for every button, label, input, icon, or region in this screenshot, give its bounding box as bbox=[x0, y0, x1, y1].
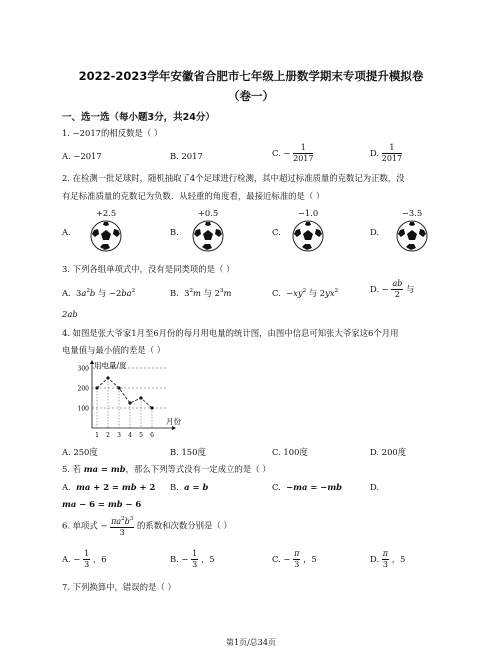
data-point bbox=[106, 376, 109, 379]
electricity-usage-chart bbox=[70, 360, 190, 442]
soccer-ball-icon bbox=[90, 220, 122, 252]
x-tick-label: 6 bbox=[150, 432, 154, 439]
data-point bbox=[117, 386, 120, 389]
document-title: 2022-2023学年安徽省合肥市七年级上册数学期末专项提升模拟卷 bbox=[78, 69, 424, 83]
q5-option-d: ma − 6 = mb − 6 bbox=[62, 499, 142, 509]
q4-option-d: D. 200度 bbox=[370, 447, 407, 457]
soccer-ball-icon bbox=[396, 220, 428, 252]
q5-option-b: B. a = b bbox=[170, 482, 209, 492]
q4-option-c: C. 100度 bbox=[272, 447, 308, 457]
y-tick-label: 300 bbox=[77, 365, 89, 373]
question-2-line-1: 2. 在检测一批足球时，随机抽取了4个足球进行检测，其中超过标准质量的克数记为正数，没 bbox=[62, 173, 405, 183]
question-4-line-1: 4. 如图是张大爷家1月至6月份的每月用电量的统计图，由图中信息可知张大爷家这6个月用 bbox=[62, 328, 399, 338]
q1-option-d: D. $\frac{1}{2017}$ bbox=[370, 143, 403, 163]
x-tick-label: 5 bbox=[139, 432, 143, 439]
q2-option-d-ball bbox=[392, 208, 436, 254]
data-point bbox=[95, 386, 98, 389]
q3-option-c: C. $-xy^2$ 与 $2yx^2$ bbox=[272, 288, 339, 298]
x-tick-label: 1 bbox=[95, 432, 99, 439]
q2-option-a-value: +2.5 bbox=[95, 208, 117, 218]
question-2-line-2: 有足标准质量的克数记为负数．从轻重的角度看，最接近标准的是（ ） bbox=[62, 191, 325, 201]
question-7-stem: 7. 下列换算中，错误的是（ ） bbox=[62, 582, 176, 592]
q1-option-c: C. − $\frac{1}{2017}$ bbox=[272, 143, 314, 163]
q5-option-a: A. ma + 2 = mb + 2 bbox=[62, 482, 156, 492]
x-tick-label: 4 bbox=[128, 432, 132, 439]
page-footer: 第1页/总34页 bbox=[226, 638, 276, 647]
q2-option-d-value: −3.5 bbox=[401, 208, 423, 218]
q2-option-c-ball bbox=[288, 208, 332, 254]
q6-option-b: B. − $\frac{1}{3}$ ，5 bbox=[170, 549, 215, 569]
data-point bbox=[128, 401, 131, 404]
q2-option-b-value: +0.5 bbox=[197, 208, 219, 218]
q1-option-a: A. −2017 bbox=[62, 151, 102, 161]
data-point bbox=[139, 396, 142, 399]
q5-option-c: C. −ma = −mb bbox=[272, 482, 343, 492]
q2-option-a-ball bbox=[86, 208, 130, 254]
q4-option-b: B. 150度 bbox=[170, 447, 206, 457]
question-4-line-2: 电量值与最小值的差是（ ） bbox=[62, 345, 166, 355]
question-6-stem: 6. 单项式 − $\frac{\pi a^2b^3}{3}$ 的系数和次数分别是（ ） bbox=[62, 516, 232, 537]
soccer-ball-icon bbox=[292, 220, 324, 252]
x-tick-label: 2 bbox=[106, 432, 110, 439]
q3-option-d-continued: 2ab bbox=[62, 309, 78, 319]
q2-option-c-label: C. bbox=[272, 227, 281, 237]
q2-option-c-value: −1.0 bbox=[297, 208, 319, 218]
y-tick-label: 200 bbox=[77, 385, 89, 393]
q2-option-b-ball bbox=[188, 208, 232, 254]
q4-option-a: A. 250度 bbox=[62, 447, 98, 457]
question-3-stem: 3. 下列各组单项式中，没有是同类项的是（ ） bbox=[62, 264, 235, 274]
document-subtitle: （卷一） bbox=[228, 89, 274, 103]
data-point bbox=[150, 406, 153, 409]
question-5-stem: 5. 若 ma = mb，那么下列等式没有一定成立的是（ ） bbox=[62, 464, 271, 474]
section-heading: 一、选一选（每小题3分，共24分） bbox=[62, 112, 215, 123]
q2-option-b-label: B. bbox=[170, 227, 179, 237]
q3-option-a: A. $3a^2b$ 与 $-2ba^2$ bbox=[62, 288, 136, 298]
q3-option-b: B. $3^2m$ 与 $2^3m$ bbox=[170, 288, 232, 298]
x-axis-arrow bbox=[172, 426, 176, 430]
q6-option-a: A. − $\frac{1}{3}$ ，6 bbox=[62, 549, 107, 569]
y-tick-label: 100 bbox=[77, 405, 89, 413]
q5-option-d-label: D. bbox=[370, 482, 380, 492]
y-axis-label: 用电量/度 bbox=[94, 361, 127, 370]
q1-option-b: B. 2017 bbox=[170, 151, 203, 161]
q6-option-c: C. − $\frac{\pi}{3}$ ，5 bbox=[272, 549, 317, 569]
q2-option-d-label: D. bbox=[370, 227, 380, 237]
soccer-ball-icon bbox=[192, 220, 224, 252]
q6-option-d: D. $\frac{\pi}{3}$ ，5 bbox=[370, 549, 406, 569]
series-line bbox=[97, 378, 152, 408]
q2-option-a-label: A. bbox=[62, 227, 71, 237]
x-tick-label: 3 bbox=[117, 432, 121, 439]
question-1-stem: 1. −2017的相反数是（ ） bbox=[62, 128, 163, 138]
x-axis-label: 月份 bbox=[166, 417, 181, 426]
q3-option-d: D. − $\frac{ab}{2}$ 与 bbox=[370, 279, 415, 299]
